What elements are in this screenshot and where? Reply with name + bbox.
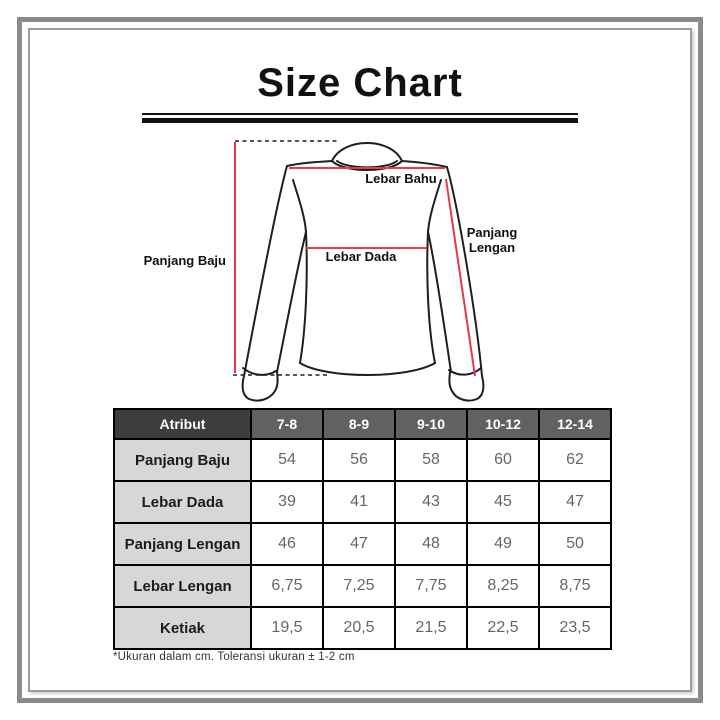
title-rule-thick [142,118,578,123]
value-cell: 8,75 [539,565,611,607]
measure-line-panjang-lengan [446,179,475,376]
shirt-diagram-svg [130,130,590,410]
hem-curve [300,363,435,375]
header-cell-atribut: Atribut [114,409,251,439]
header-cell-size-1: 7-8 [251,409,323,439]
label-panjang-lengan-line1: Panjang [466,225,518,240]
attribute-cell: Lebar Dada [114,481,251,523]
table-row [114,565,611,607]
value-cell: 41 [323,481,395,523]
value-cell: 23,5 [539,607,611,649]
value-cell: 50 [539,523,611,565]
page-title: Size Chart [257,61,463,105]
value-cell: 58 [395,439,467,481]
guide-dashes [233,141,339,375]
left-cuff-seam [243,368,276,375]
table-header-row [114,409,611,439]
value-cell: 62 [539,439,611,481]
value-cell: 45 [467,481,539,523]
right-cuff [449,372,483,401]
header-cell-size-5: 12-14 [539,409,611,439]
value-cell: 47 [323,523,395,565]
attribute-cell: Panjang Baju [114,439,251,481]
left-armhole-body-side [293,180,307,363]
value-cell: 43 [395,481,467,523]
value-cell: 60 [467,439,539,481]
right-armhole-body-side [427,180,441,363]
right-sleeve-inner [428,232,451,372]
label-panjang-baju: Panjang Baju [143,253,226,268]
table-row [114,607,611,649]
value-cell: 56 [323,439,395,481]
value-cell: 19,5 [251,607,323,649]
right-sleeve-outer [447,167,482,376]
value-cell: 47 [539,481,611,523]
left-shoulder-line [287,161,332,166]
header-cell-size-3: 9-10 [395,409,467,439]
collar-back-arc [332,143,402,161]
value-cell: 54 [251,439,323,481]
value-cell: 7,75 [395,565,467,607]
value-cell: 8,25 [467,565,539,607]
attribute-cell: Lebar Lengan [114,565,251,607]
label-panjang-lengan-line2: Lengan [468,240,516,255]
size-table [113,408,612,650]
value-cell: 6,75 [251,565,323,607]
table-row [114,439,611,481]
header-cell-size-4: 10-12 [467,409,539,439]
left-sleeve-outer [244,166,287,376]
right-cuff-seam [449,368,481,375]
header-cell-size-2: 8-9 [323,409,395,439]
right-shoulder-line [402,161,447,167]
table-row [114,523,611,565]
value-cell: 22,5 [467,607,539,649]
value-cell: 48 [395,523,467,565]
value-cell: 39 [251,481,323,523]
label-lebar-dada: Lebar Dada [325,249,397,264]
table-row [114,481,611,523]
label-lebar-bahu: Lebar Bahu [365,171,437,186]
value-cell: 46 [251,523,323,565]
left-cuff [243,372,278,401]
value-cell: 20,5 [323,607,395,649]
shirt-measurement-diagram [130,130,590,410]
collar-band-line [337,161,397,167]
title-rule-thin [142,113,578,115]
attribute-cell: Ketiak [114,607,251,649]
size-footnote: *Ukuran dalam cm. Toleransi ukuran ± 1-2 cm [113,651,355,663]
value-cell: 7,25 [323,565,395,607]
value-cell: 49 [467,523,539,565]
value-cell: 21,5 [395,607,467,649]
attribute-cell: Panjang Lengan [114,523,251,565]
